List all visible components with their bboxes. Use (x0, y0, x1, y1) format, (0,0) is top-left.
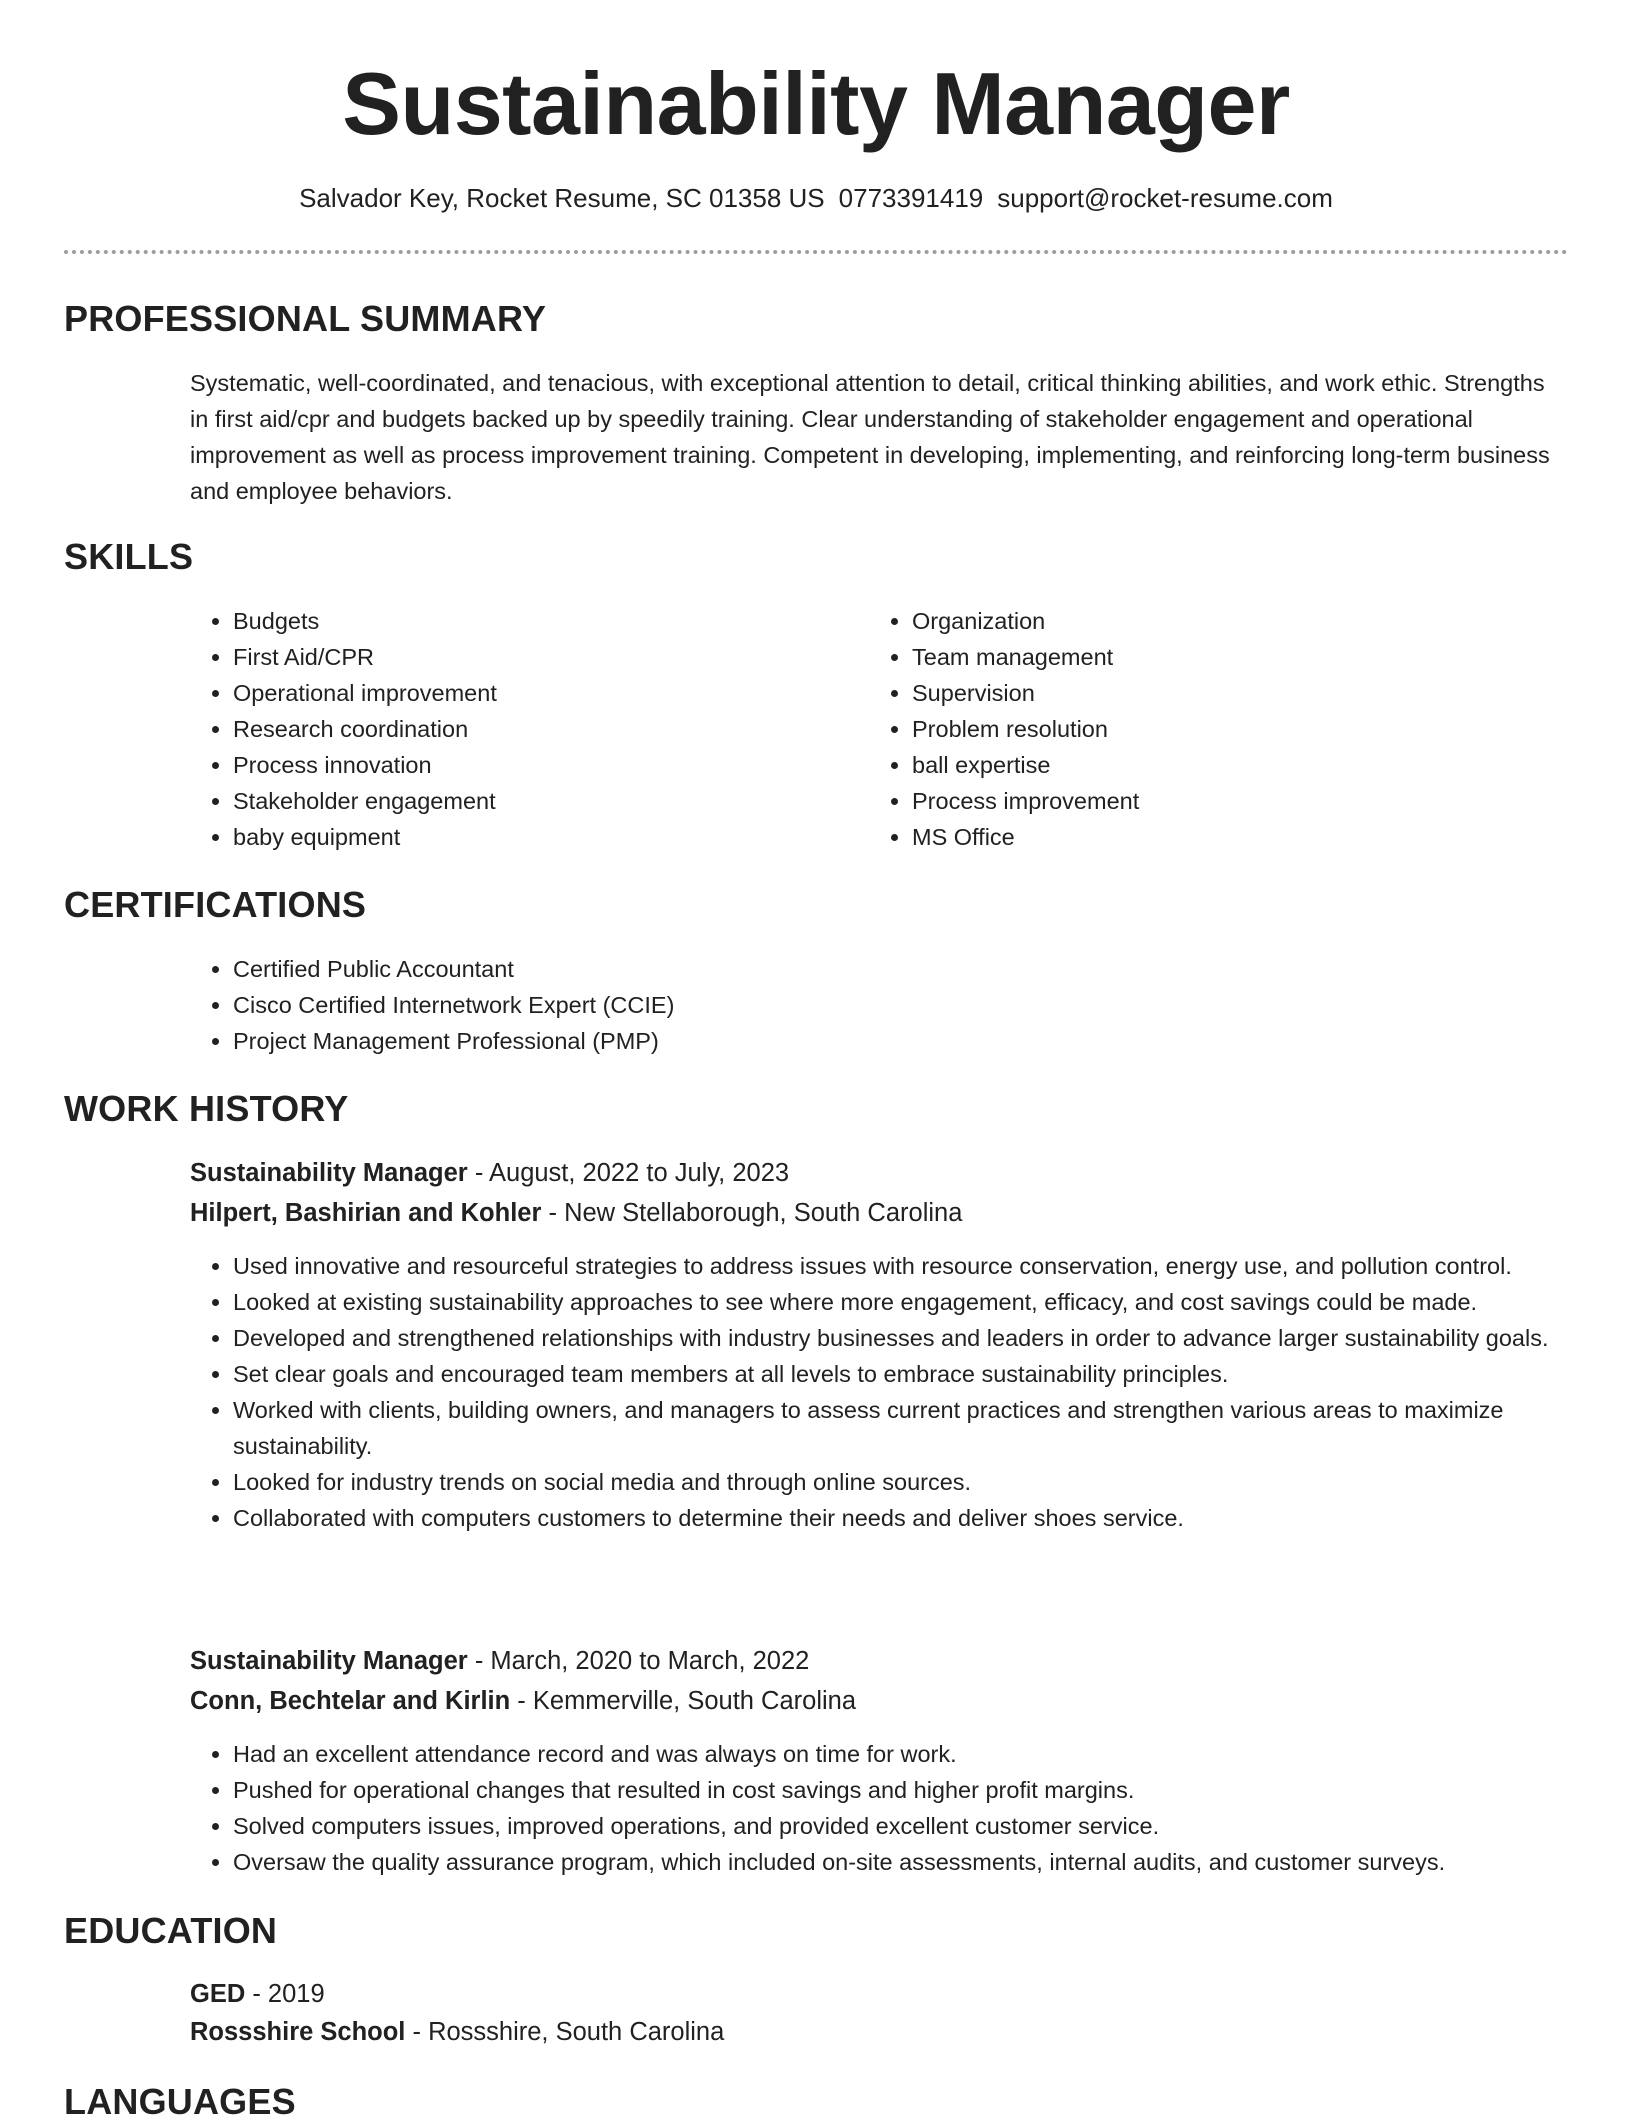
certifications-heading: CERTIFICATIONS (64, 884, 367, 925)
job-title-line (190, 1155, 789, 1191)
skill-item: • Process improvement (912, 783, 1532, 819)
skills-heading: SKILLS (64, 536, 194, 577)
languages-heading: LANGUAGES (64, 2081, 296, 2122)
contact-line (0, 180, 1632, 216)
job-bullet: • Collaborated with computers customers to determine their needs and deliver shoes service. (233, 1500, 1603, 1536)
skill-item: • Supervision (912, 675, 1532, 711)
skill-item: • Operational improvement (233, 675, 853, 711)
job-bullet: • Had an excellent attendance record and was always on time for work. (233, 1736, 1603, 1772)
education-degree: GED (190, 1980, 246, 2008)
education-heading: EDUCATION (64, 1910, 278, 1951)
job-bullet: • Solved computers issues, improved operations, and provided excellent customer service. (233, 1808, 1603, 1844)
contact-phone: 0773391419 (838, 183, 984, 213)
job-role: Sustainability Manager (190, 1159, 468, 1187)
job-location: - Kemmerville, South Carolina (510, 1687, 857, 1715)
skill-item: • First Aid/CPR (233, 639, 853, 675)
certifications-list (190, 951, 1603, 1059)
skill-item: • Process innovation (233, 747, 853, 783)
job-bullet: • Looked at existing sustainability approaches to see where more engagement, efficacy, and cost savings could be made. (233, 1284, 1603, 1320)
summary-text: Systematic, well-coordinated, and tenacious, with exceptional attention to detail, critical thinking abilities, and work ethic. Strengths in first aid/cpr and budgets backed up by speedily training. Clear understanding of stakeholder engagement and operational improvement as well as process improvement training. Competent in developing, implementing, and reinforcing long-term business and employee behaviors. (190, 370, 1550, 504)
skill-item: • Stakeholder engagement (233, 783, 853, 819)
work-history-heading: WORK HISTORY (64, 1088, 349, 1129)
contact-email: support@rocket-resume.com (997, 183, 1333, 213)
contact-address: Salvador Key, Rocket Resume, SC 01358 US (299, 183, 825, 213)
job-company-line (190, 1683, 856, 1719)
job-bullet: • Oversaw the quality assurance program, which included on-site assessments, internal audits, and customer surveys. (233, 1844, 1603, 1880)
education-school-line (190, 2014, 724, 2050)
job-location: - New Stellaborough, South Carolina (541, 1199, 963, 1227)
job-bullet: • Developed and strengthened relationships with industry businesses and leaders in order to advance larger sustainability goals. (233, 1320, 1603, 1356)
header-divider (64, 250, 1568, 254)
education-school: Rossshire School (190, 2018, 406, 2046)
job-company: Conn, Bechtelar and Kirlin (190, 1687, 511, 1715)
job-dates: - March, 2020 to March, 2022 (467, 1647, 810, 1675)
skill-item: • MS Office (912, 819, 1532, 855)
resume-title: Sustainability Manager (342, 54, 1290, 153)
skill-item: • baby equipment (233, 819, 853, 855)
job-bullets (190, 1248, 1603, 1536)
education-degree-line (190, 1976, 325, 2012)
summary-heading: PROFESSIONAL SUMMARY (64, 298, 547, 339)
job-role: Sustainability Manager (190, 1647, 468, 1675)
skill-item: • Organization (912, 603, 1532, 639)
job-bullet: • Set clear goals and encouraged team members at all levels to embrace sustainability principles. (233, 1356, 1603, 1392)
certification-item: • Certified Public Accountant (233, 951, 1603, 987)
job-bullet: • Used innovative and resourceful strategies to address issues with resource conservation, energy use, and pollution control. (233, 1248, 1603, 1284)
skills-list-left (190, 603, 853, 855)
job-title-line (190, 1643, 809, 1679)
job-bullet: • Pushed for operational changes that resulted in cost savings and higher profit margins. (233, 1772, 1603, 1808)
skills-list-right (869, 603, 1532, 855)
skill-item: • Problem resolution (912, 711, 1532, 747)
skill-item: • Budgets (233, 603, 853, 639)
certification-item: • Project Management Professional (PMP) (233, 1023, 1603, 1059)
skill-item: • ball expertise (912, 747, 1532, 783)
job-bullets (190, 1736, 1603, 1880)
education-year: - 2019 (245, 1980, 325, 2008)
certification-item: • Cisco Certified Internetwork Expert (CCIE) (233, 987, 1603, 1023)
job-bullet: • Looked for industry trends on social media and through online sources. (233, 1464, 1603, 1500)
job-bullet: • Worked with clients, building owners, and managers to assess current practices and strengthen various areas to maximize sustainability. (233, 1392, 1603, 1464)
job-company: Hilpert, Bashirian and Kohler (190, 1199, 542, 1227)
job-dates: - August, 2022 to July, 2023 (467, 1159, 790, 1187)
job-company-line (190, 1195, 962, 1231)
skill-item: • Research coordination (233, 711, 853, 747)
skill-item: • Team management (912, 639, 1532, 675)
education-location: - Rossshire, South Carolina (405, 2018, 725, 2046)
